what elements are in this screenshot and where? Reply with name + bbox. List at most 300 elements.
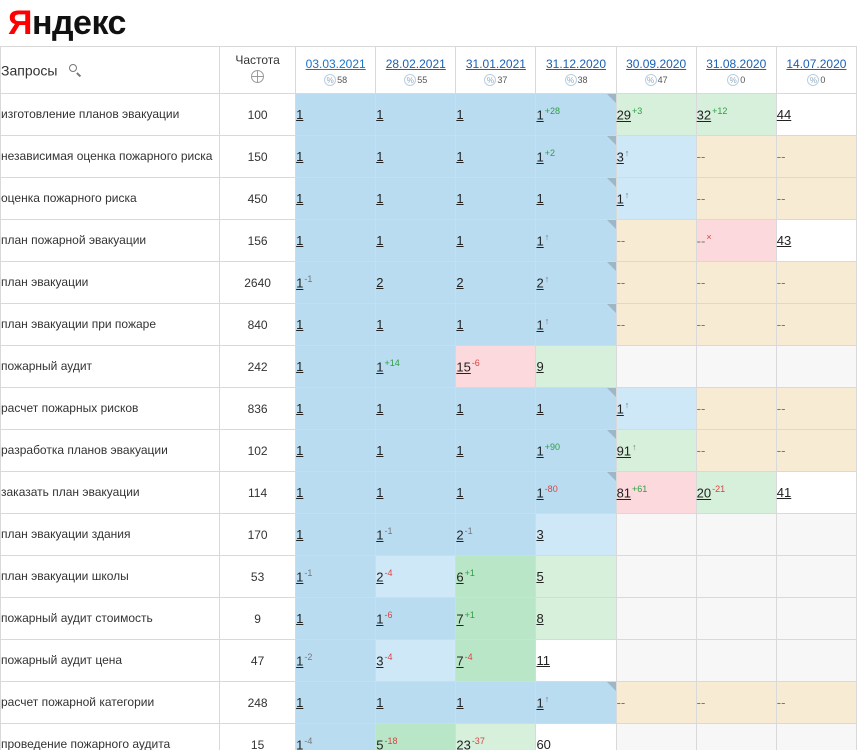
position-value[interactable]: 32 <box>696 107 712 123</box>
column-header-date-4[interactable] <box>616 47 696 94</box>
query-cell[interactable]: пожарный аудит <box>1 346 220 388</box>
position-value: -- <box>616 275 626 290</box>
position-cell[interactable] <box>696 514 776 556</box>
query-cell[interactable]: пожарный аудит стоимость <box>1 598 220 640</box>
query-cell[interactable]: изготовление планов эвакуации <box>1 94 220 136</box>
position-delta: +1 <box>464 610 475 621</box>
position-cell[interactable] <box>776 94 856 136</box>
position-value[interactable]: 1 <box>296 695 304 710</box>
position-cell[interactable] <box>376 598 456 640</box>
position-value[interactable]: 1 <box>376 527 384 543</box>
position-value[interactable]: 60 <box>536 737 551 750</box>
position-cell[interactable] <box>456 220 536 262</box>
position-cell[interactable] <box>696 724 776 750</box>
position-delta: +28 <box>544 106 560 117</box>
date-link[interactable]: 31.08.2020 <box>706 57 767 72</box>
position-cell[interactable] <box>536 178 616 220</box>
position-value: -- <box>776 275 786 290</box>
position-cell[interactable] <box>376 304 456 346</box>
position-value[interactable]: 1 <box>456 149 464 164</box>
position-value: -- <box>696 443 706 458</box>
frequency-cell: 53 <box>220 556 296 598</box>
position-cell[interactable] <box>376 514 456 556</box>
table-row <box>1 94 857 136</box>
frequency-cell: 150 <box>220 136 296 178</box>
date-link[interactable]: 28.02.2021 <box>385 57 446 72</box>
chart-icon: % <box>324 74 336 86</box>
position-cell[interactable] <box>696 178 776 220</box>
frequency-cell: 242 <box>220 346 296 388</box>
position-value[interactable]: 2 <box>536 275 544 291</box>
positions-table <box>0 46 857 750</box>
position-cell[interactable] <box>616 514 696 556</box>
date-link[interactable]: 30.09.2020 <box>626 57 687 72</box>
position-delta: -1 <box>464 526 473 537</box>
position-value: -- <box>776 443 786 458</box>
position-cell[interactable] <box>456 430 536 472</box>
position-delta: +3 <box>632 106 643 117</box>
position-cell[interactable] <box>456 472 536 514</box>
position-cell[interactable] <box>456 724 536 750</box>
frequency-cell: 9 <box>220 598 296 640</box>
position-cell[interactable] <box>456 262 536 304</box>
position-value: -- <box>696 191 706 206</box>
column-header-date-0[interactable] <box>296 47 376 94</box>
query-cell[interactable]: расчет пожарной категории <box>1 682 220 724</box>
frequency-cell: 156 <box>220 220 296 262</box>
date-count: % 47 <box>617 74 696 87</box>
position-value[interactable]: 1 <box>296 359 304 374</box>
chart-icon: % <box>484 74 496 86</box>
position-cell[interactable] <box>376 472 456 514</box>
position-cell[interactable] <box>616 346 696 388</box>
position-value[interactable]: 2 <box>456 527 464 543</box>
position-cell[interactable] <box>696 94 776 136</box>
position-delta: ↑ <box>544 694 550 705</box>
position-value[interactable]: 1 <box>296 149 304 164</box>
position-value[interactable]: 1 <box>376 107 384 122</box>
position-value[interactable]: 1 <box>456 695 464 710</box>
position-value[interactable]: 3 <box>616 149 624 165</box>
position-delta: -4 <box>384 652 393 663</box>
position-cell[interactable] <box>776 430 856 472</box>
position-cell[interactable] <box>696 556 776 598</box>
position-cell[interactable] <box>456 598 536 640</box>
position-value[interactable]: 91 <box>616 443 632 459</box>
table-row <box>1 556 857 598</box>
position-value[interactable]: 5 <box>536 569 544 584</box>
position-value[interactable]: 1 <box>536 485 544 501</box>
position-value[interactable]: 1 <box>296 317 304 332</box>
position-cell[interactable] <box>296 388 376 430</box>
position-cell[interactable] <box>536 388 616 430</box>
query-cell[interactable]: оценка пожарного риска <box>1 178 220 220</box>
position-value[interactable]: 1 <box>296 653 304 669</box>
position-value[interactable]: 1 <box>536 443 544 459</box>
position-cell[interactable] <box>696 472 776 514</box>
date-link[interactable]: 31.12.2020 <box>545 57 607 72</box>
position-cell[interactable] <box>616 724 696 750</box>
query-cell[interactable]: план эвакуации здания <box>1 514 220 556</box>
position-value[interactable]: 81 <box>616 485 632 501</box>
position-cell[interactable] <box>776 220 856 262</box>
position-cell[interactable] <box>616 598 696 640</box>
position-value[interactable]: 1 <box>376 485 384 500</box>
position-cell[interactable] <box>776 556 856 598</box>
column-header-date-5[interactable] <box>696 47 776 94</box>
position-cell[interactable] <box>776 682 856 724</box>
position-cell[interactable] <box>376 556 456 598</box>
position-cell[interactable] <box>616 94 696 136</box>
position-delta: -6 <box>471 358 480 369</box>
date-count: % 0 <box>777 74 856 87</box>
position-value[interactable]: 1 <box>536 401 544 416</box>
query-cell[interactable]: план эвакуации при пожаре <box>1 304 220 346</box>
position-cell[interactable] <box>776 388 856 430</box>
position-delta: -6 <box>384 610 393 621</box>
position-value[interactable]: 1 <box>456 401 464 416</box>
table-row <box>1 220 857 262</box>
frequency-cell: 15 <box>220 724 296 750</box>
position-delta: -1 <box>304 274 313 285</box>
position-cell[interactable] <box>296 346 376 388</box>
position-value[interactable]: 1 <box>296 569 304 585</box>
position-value[interactable]: 11 <box>536 653 550 668</box>
position-value[interactable]: 2 <box>376 569 384 585</box>
position-value[interactable]: 1 <box>296 191 304 206</box>
position-cell[interactable] <box>776 262 856 304</box>
queries-label: Запросы <box>1 62 58 79</box>
position-value[interactable]: 1 <box>456 317 464 332</box>
position-value[interactable]: 1 <box>456 485 464 500</box>
frequency-cell: 100 <box>220 94 296 136</box>
position-cell[interactable] <box>696 346 776 388</box>
position-value[interactable]: 43 <box>776 233 792 248</box>
position-value[interactable]: 1 <box>296 737 304 750</box>
date-count: % 55 <box>376 74 455 87</box>
position-cell[interactable] <box>616 430 696 472</box>
position-value[interactable]: 7 <box>456 653 464 669</box>
position-value[interactable]: 1 <box>376 191 384 206</box>
position-cell[interactable] <box>696 640 776 682</box>
position-cell[interactable] <box>776 304 856 346</box>
chart-icon: % <box>645 74 657 86</box>
position-value: -- <box>776 191 786 206</box>
position-cell[interactable] <box>376 178 456 220</box>
position-cell[interactable] <box>616 262 696 304</box>
table-row <box>1 472 857 514</box>
table-row <box>1 724 857 750</box>
position-value[interactable]: 1 <box>456 233 464 248</box>
position-cell[interactable] <box>776 136 856 178</box>
position-value[interactable]: 1 <box>376 695 384 710</box>
position-cell[interactable] <box>536 304 616 346</box>
position-cell[interactable] <box>296 724 376 750</box>
position-value[interactable]: 1 <box>616 401 624 417</box>
position-value[interactable]: 1 <box>296 275 304 291</box>
position-cell[interactable] <box>456 178 536 220</box>
position-cell[interactable] <box>696 136 776 178</box>
position-cell[interactable] <box>616 178 696 220</box>
table-row <box>1 430 857 472</box>
position-cell[interactable] <box>696 598 776 640</box>
position-cell[interactable] <box>296 514 376 556</box>
position-cell[interactable] <box>376 388 456 430</box>
position-value[interactable]: 1 <box>296 485 304 500</box>
position-cell[interactable] <box>456 514 536 556</box>
position-value[interactable]: 1 <box>456 107 464 122</box>
position-cell[interactable] <box>616 640 696 682</box>
position-value[interactable]: 3 <box>376 653 384 669</box>
query-cell[interactable]: разработка планов эвакуации <box>1 430 220 472</box>
table-row <box>1 346 857 388</box>
position-value: -- <box>696 233 706 249</box>
query-cell[interactable]: план эвакуации <box>1 262 220 304</box>
position-value: -- <box>696 317 706 332</box>
table-row <box>1 178 857 220</box>
position-delta: -80 <box>544 484 558 495</box>
position-value[interactable]: 44 <box>776 107 792 122</box>
position-value[interactable]: 1 <box>376 401 384 416</box>
position-value[interactable]: 1 <box>456 443 464 458</box>
position-value[interactable]: 1 <box>376 233 384 248</box>
position-cell[interactable] <box>296 220 376 262</box>
position-cell[interactable] <box>616 220 696 262</box>
position-value[interactable]: 1 <box>296 107 304 122</box>
position-cell[interactable] <box>536 556 616 598</box>
position-cell[interactable] <box>696 430 776 472</box>
position-value[interactable]: 5 <box>376 737 384 750</box>
position-cell[interactable] <box>456 94 536 136</box>
position-delta: ↑ <box>544 316 550 327</box>
position-value[interactable]: 1 <box>376 149 384 164</box>
position-cell[interactable] <box>616 136 696 178</box>
position-value[interactable]: 2 <box>376 275 384 290</box>
position-cell[interactable] <box>616 556 696 598</box>
position-cell[interactable] <box>616 388 696 430</box>
table-row <box>1 136 857 178</box>
position-cell[interactable] <box>696 304 776 346</box>
position-cell[interactable] <box>456 682 536 724</box>
position-cell[interactable] <box>536 430 616 472</box>
table-row <box>1 598 857 640</box>
position-cell[interactable] <box>296 598 376 640</box>
position-value[interactable]: 1 <box>296 233 304 248</box>
table-body <box>1 94 857 750</box>
position-cell[interactable] <box>296 640 376 682</box>
position-cell[interactable] <box>776 178 856 220</box>
table-row <box>1 304 857 346</box>
position-cell[interactable] <box>616 682 696 724</box>
position-cell[interactable] <box>376 724 456 750</box>
position-cell[interactable] <box>376 682 456 724</box>
position-delta: -4 <box>464 652 473 663</box>
query-cell[interactable]: расчет пожарных рисков <box>1 388 220 430</box>
position-cell[interactable] <box>696 220 776 262</box>
position-cell[interactable] <box>536 94 616 136</box>
position-cell[interactable] <box>376 262 456 304</box>
position-value[interactable]: 1 <box>296 527 304 542</box>
position-cell[interactable] <box>296 472 376 514</box>
position-cell[interactable] <box>296 136 376 178</box>
position-value[interactable]: 20 <box>696 485 712 501</box>
position-cell[interactable] <box>296 178 376 220</box>
position-cell[interactable] <box>296 94 376 136</box>
position-value[interactable]: 1 <box>536 233 544 249</box>
query-cell[interactable]: независимая оценка пожарного риска <box>1 136 220 178</box>
position-value[interactable]: 1 <box>456 191 464 206</box>
date-link[interactable]: 31.01.2021 <box>465 57 526 72</box>
position-value: -- <box>776 401 786 416</box>
position-value: -- <box>776 149 786 164</box>
position-cell[interactable] <box>376 94 456 136</box>
column-header-date-1[interactable] <box>376 47 456 94</box>
position-cell[interactable] <box>536 220 616 262</box>
position-value[interactable]: 1 <box>296 443 304 458</box>
position-value[interactable]: 23 <box>456 737 471 750</box>
table-row <box>1 262 857 304</box>
position-delta: -37 <box>471 736 485 747</box>
position-cell[interactable] <box>616 304 696 346</box>
logo-text <box>8 4 126 42</box>
column-header-frequency[interactable] <box>220 47 296 94</box>
position-cell[interactable] <box>376 136 456 178</box>
position-cell[interactable] <box>376 640 456 682</box>
position-cell[interactable] <box>776 346 856 388</box>
position-value: -- <box>696 401 706 416</box>
position-cell[interactable] <box>776 514 856 556</box>
position-cell[interactable] <box>456 640 536 682</box>
position-delta: ↑ <box>624 400 630 411</box>
position-value: -- <box>616 317 626 332</box>
logo-ya: Я <box>8 4 32 42</box>
position-value: -- <box>776 317 786 332</box>
position-cell[interactable] <box>456 556 536 598</box>
position-cell[interactable] <box>776 640 856 682</box>
position-cell[interactable] <box>536 682 616 724</box>
position-cell[interactable] <box>776 472 856 514</box>
position-value[interactable]: 15 <box>456 359 471 375</box>
position-cell[interactable] <box>536 346 616 388</box>
chart-icon: % <box>807 74 819 86</box>
position-cell[interactable] <box>696 388 776 430</box>
position-cell[interactable] <box>456 346 536 388</box>
column-header-date-2[interactable] <box>456 47 536 94</box>
position-cell[interactable] <box>296 556 376 598</box>
query-cell[interactable]: план пожарной эвакуации <box>1 220 220 262</box>
chart-icon: % <box>727 74 739 86</box>
position-cell[interactable] <box>376 346 456 388</box>
query-cell[interactable]: пожарный аудит цена <box>1 640 220 682</box>
position-cell[interactable] <box>456 136 536 178</box>
position-cell[interactable] <box>376 430 456 472</box>
date-link[interactable]: 14.07.2020 <box>786 57 847 72</box>
position-delta: +14 <box>384 358 400 369</box>
position-delta: +61 <box>632 484 648 495</box>
position-delta: +2 <box>544 148 555 159</box>
frequency-cell: 840 <box>220 304 296 346</box>
position-cell[interactable] <box>296 682 376 724</box>
column-header-date-3[interactable] <box>536 47 616 94</box>
position-value[interactable]: 1 <box>376 611 384 627</box>
frequency-cell: 248 <box>220 682 296 724</box>
query-cell[interactable]: проведение пожарного аудита <box>1 724 220 750</box>
position-value[interactable]: 1 <box>296 401 304 416</box>
position-value: -- <box>696 275 706 290</box>
query-cell[interactable]: заказать план эвакуации <box>1 472 220 514</box>
position-value: -- <box>696 149 706 164</box>
position-value: -- <box>776 695 786 710</box>
position-value[interactable]: 1 <box>376 317 384 332</box>
position-cell[interactable] <box>536 136 616 178</box>
position-value[interactable]: 1 <box>536 149 544 165</box>
frequency-label: Частота <box>235 53 280 67</box>
position-cell[interactable] <box>376 220 456 262</box>
position-value[interactable]: 1 <box>296 611 304 626</box>
position-value[interactable]: 8 <box>536 611 544 626</box>
position-cell[interactable] <box>296 262 376 304</box>
position-cell[interactable] <box>536 598 616 640</box>
search-icon[interactable] <box>69 64 82 77</box>
position-delta: -1 <box>384 526 393 537</box>
position-value: -- <box>696 695 706 710</box>
frequency-cell: 450 <box>220 178 296 220</box>
position-value[interactable]: 1 <box>536 317 544 333</box>
position-value[interactable]: 2 <box>456 275 464 290</box>
date-link[interactable]: 03.03.2021 <box>305 57 366 72</box>
position-value[interactable]: 7 <box>456 611 464 627</box>
position-value[interactable]: 3 <box>536 527 544 542</box>
position-cell[interactable] <box>456 304 536 346</box>
position-cell[interactable] <box>536 724 616 750</box>
position-value[interactable]: 6 <box>456 569 464 585</box>
column-header-date-6[interactable] <box>776 47 856 94</box>
yandex-logo[interactable] <box>0 0 857 46</box>
header-row <box>1 47 857 94</box>
position-cell[interactable] <box>616 472 696 514</box>
position-cell[interactable] <box>536 640 616 682</box>
position-value[interactable]: 1 <box>616 191 624 207</box>
position-cell[interactable] <box>776 598 856 640</box>
position-value[interactable]: 1 <box>536 695 544 711</box>
position-value[interactable]: 1 <box>376 359 384 375</box>
date-count: % 37 <box>456 74 535 87</box>
position-delta: ↑ <box>624 148 630 159</box>
position-value[interactable]: 1 <box>536 107 544 123</box>
position-cell[interactable] <box>296 304 376 346</box>
position-value[interactable]: 29 <box>616 107 632 123</box>
position-value[interactable]: 41 <box>776 485 792 500</box>
position-cell[interactable] <box>776 724 856 750</box>
position-cell[interactable] <box>696 682 776 724</box>
position-cell[interactable] <box>696 262 776 304</box>
date-count: % 58 <box>296 74 375 87</box>
position-delta: ↑ <box>624 190 630 201</box>
position-cell[interactable] <box>536 514 616 556</box>
position-cell[interactable] <box>536 262 616 304</box>
position-delta: +12 <box>712 106 728 117</box>
position-value[interactable]: 1 <box>536 191 544 206</box>
position-cell[interactable] <box>456 388 536 430</box>
position-value: -- <box>616 695 626 710</box>
position-cell[interactable] <box>296 430 376 472</box>
position-value[interactable]: 9 <box>536 359 544 374</box>
position-value[interactable]: 1 <box>376 443 384 458</box>
globe-icon <box>251 70 264 83</box>
column-header-queries[interactable] <box>1 47 220 94</box>
position-cell[interactable] <box>536 472 616 514</box>
query-cell[interactable]: план эвакуации школы <box>1 556 220 598</box>
